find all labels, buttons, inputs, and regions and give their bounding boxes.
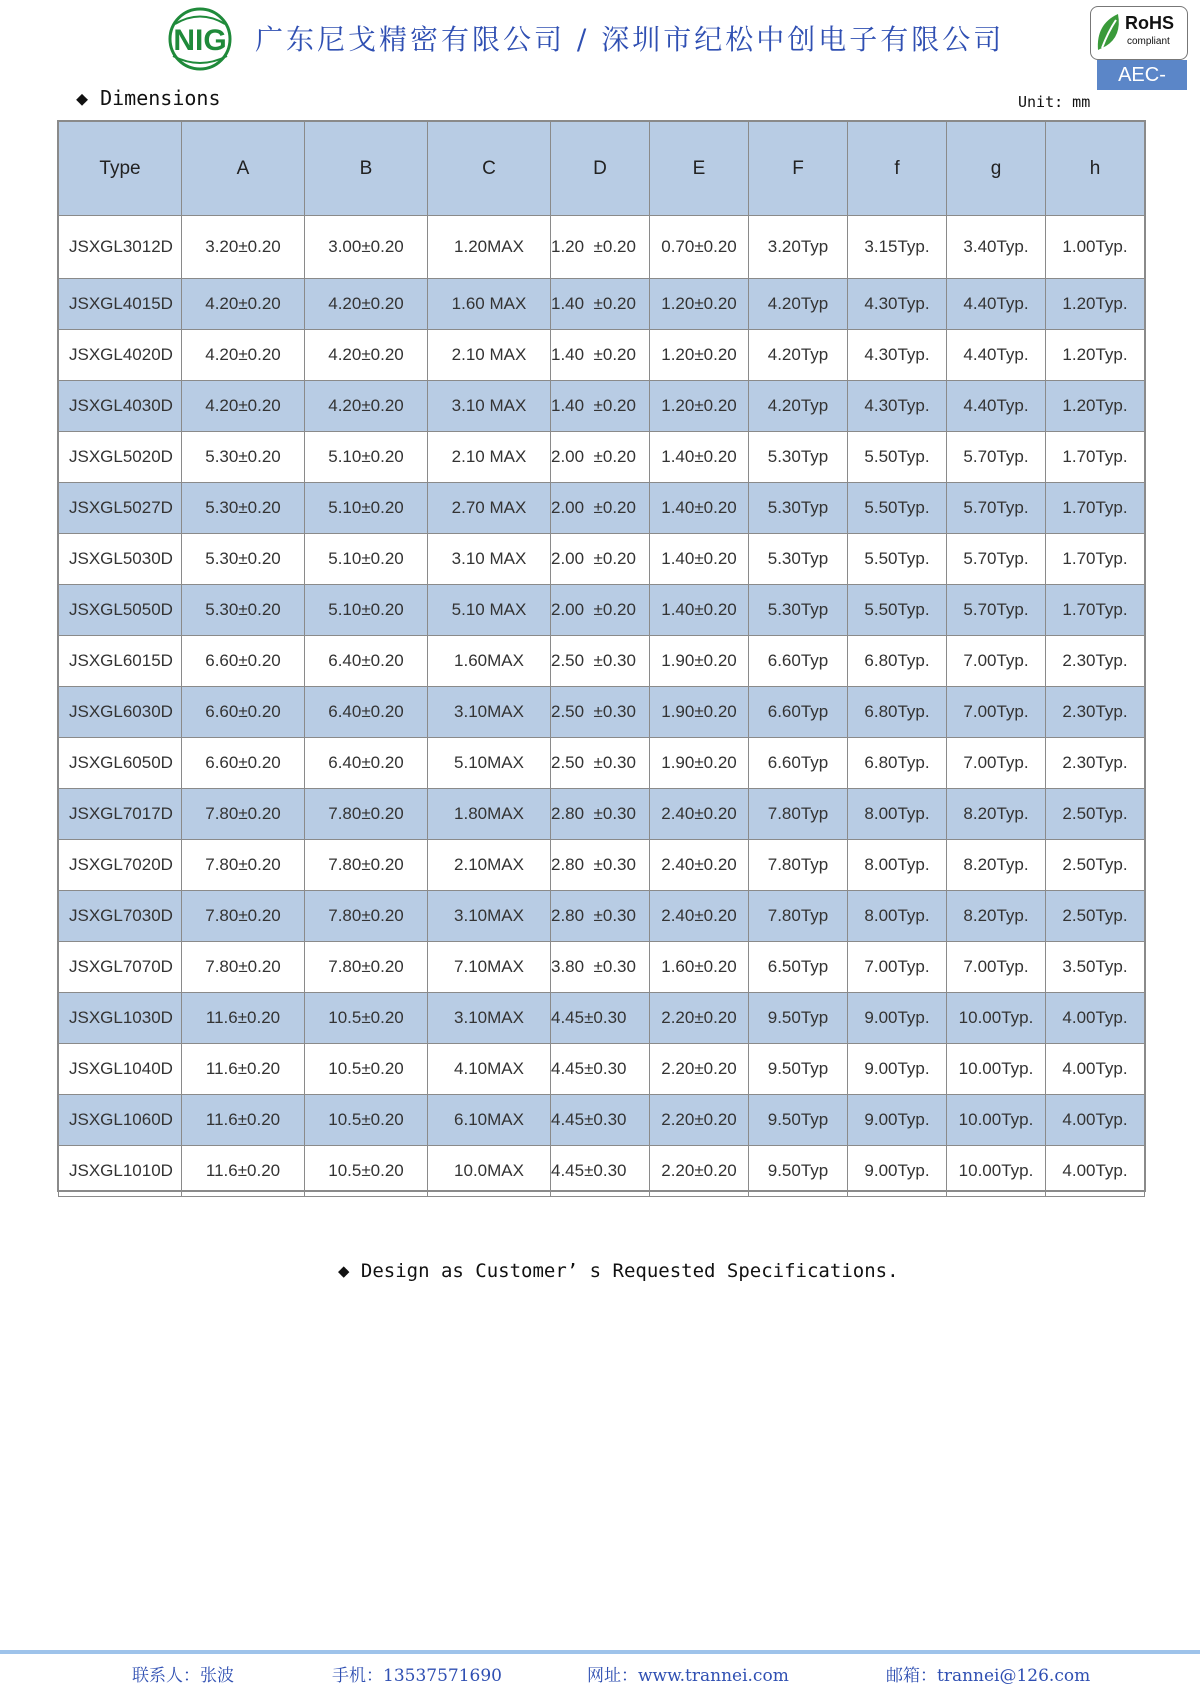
value-cell: 5.30Typ [749, 534, 848, 585]
value-cell: 1.40±0.20 [650, 432, 749, 483]
footer-divider [0, 1650, 1200, 1654]
table-row [59, 891, 1145, 942]
type-cell: JSXGL5020D [59, 432, 182, 483]
type-cell: JSXGL4015D [59, 279, 182, 330]
value-cell: 10.00Typ. [947, 1044, 1046, 1095]
value-cell: 6.40±0.20 [305, 636, 428, 687]
value-cell: 2.40±0.20 [650, 840, 749, 891]
value-cell: 5.10±0.20 [305, 432, 428, 483]
value-cell: 1.40±0.20 [650, 534, 749, 585]
value-cell: 4.20±0.20 [182, 381, 305, 432]
value-cell: 4.20±0.20 [305, 279, 428, 330]
value-cell: 2.50 ±0.30 [551, 636, 650, 687]
value-cell: 8.20Typ. [947, 840, 1046, 891]
value-cell: 4.30Typ. [848, 381, 947, 432]
rohs-subtitle: compliant [1127, 36, 1170, 47]
table-row [59, 840, 1145, 891]
table-row [59, 585, 1145, 636]
value-cell: 5.70Typ. [947, 483, 1046, 534]
value-cell: 8.20Typ. [947, 789, 1046, 840]
value-cell: 4.20±0.20 [305, 381, 428, 432]
value-cell: 3.20±0.20 [182, 216, 305, 279]
value-cell: 2.50 ±0.30 [551, 738, 650, 789]
rohs-badge [1090, 6, 1188, 60]
value-cell: 2.10 MAX [428, 330, 551, 381]
value-cell: 2.70 MAX [428, 483, 551, 534]
type-cell: JSXGL7070D [59, 942, 182, 993]
value-cell: 4.10MAX [428, 1044, 551, 1095]
value-cell: 1.70Typ. [1046, 585, 1145, 636]
design-note: ◆ Design as Customer’ s Requested Specifications. [338, 1260, 899, 1282]
value-cell: 9.50Typ [749, 1044, 848, 1095]
value-cell: 5.50Typ. [848, 585, 947, 636]
value-cell: 4.00Typ. [1046, 1095, 1145, 1146]
value-cell: 4.30Typ. [848, 330, 947, 381]
column-header: h [1046, 122, 1145, 216]
value-cell: 9.50Typ [749, 993, 848, 1044]
value-cell: 1.40 ±0.20 [551, 330, 650, 381]
value-cell: 6.80Typ. [848, 687, 947, 738]
column-header: f [848, 122, 947, 216]
value-cell: 6.60Typ [749, 636, 848, 687]
value-cell: 2.80 ±0.30 [551, 840, 650, 891]
value-cell: 5.70Typ. [947, 585, 1046, 636]
type-cell: JSXGL4030D [59, 381, 182, 432]
value-cell: 3.10MAX [428, 687, 551, 738]
value-cell: 5.70Typ. [947, 534, 1046, 585]
value-cell: 6.80Typ. [848, 738, 947, 789]
value-cell: 1.20±0.20 [650, 381, 749, 432]
value-cell: 4.45±0.30 [551, 1044, 650, 1095]
value-cell: 1.60±0.20 [650, 942, 749, 993]
company-name: 广东尼戈精密有限公司 / 深圳市纪松中创电子有限公司 [255, 23, 1005, 56]
type-cell: JSXGL7030D [59, 891, 182, 942]
value-cell: 9.00Typ. [848, 1146, 947, 1197]
unit-label: Unit: mm [1018, 93, 1091, 111]
value-cell: 5.50Typ. [848, 483, 947, 534]
footer-email: 邮箱：trannei@126.com [886, 1666, 1091, 1686]
value-cell: 3.15Typ. [848, 216, 947, 279]
dimensions-table-container [57, 120, 1146, 1192]
value-cell: 1.60MAX [428, 636, 551, 687]
value-cell: 7.00Typ. [947, 636, 1046, 687]
value-cell: 2.10MAX [428, 840, 551, 891]
value-cell: 10.00Typ. [947, 993, 1046, 1044]
value-cell: 2.30Typ. [1046, 738, 1145, 789]
value-cell: 5.30±0.20 [182, 585, 305, 636]
table-row [59, 534, 1145, 585]
value-cell: 6.40±0.20 [305, 687, 428, 738]
value-cell: 3.10 MAX [428, 534, 551, 585]
value-cell: 1.40 ±0.20 [551, 381, 650, 432]
value-cell: 4.20±0.20 [305, 330, 428, 381]
dimensions-table [58, 121, 1145, 1197]
value-cell: 5.30±0.20 [182, 534, 305, 585]
value-cell: 7.00Typ. [947, 942, 1046, 993]
table-row [59, 432, 1145, 483]
value-cell: 10.5±0.20 [305, 1095, 428, 1146]
value-cell: 9.00Typ. [848, 1095, 947, 1146]
column-header: g [947, 122, 1046, 216]
type-cell: JSXGL3012D [59, 216, 182, 279]
value-cell: 3.20Typ [749, 216, 848, 279]
rohs-leaf-icon [1094, 10, 1124, 54]
table-row [59, 687, 1145, 738]
table-row [59, 381, 1145, 432]
value-cell: 0.70±0.20 [650, 216, 749, 279]
value-cell: 5.10MAX [428, 738, 551, 789]
value-cell: 2.50Typ. [1046, 891, 1145, 942]
type-cell: JSXGL1010D [59, 1146, 182, 1197]
value-cell: 4.20±0.20 [182, 330, 305, 381]
value-cell: 10.0MAX [428, 1146, 551, 1197]
value-cell: 2.50Typ. [1046, 840, 1145, 891]
value-cell: 7.80Typ [749, 891, 848, 942]
value-cell: 7.80±0.20 [182, 891, 305, 942]
value-cell: 1.60 MAX [428, 279, 551, 330]
table-row [59, 738, 1145, 789]
value-cell: 7.80±0.20 [182, 840, 305, 891]
value-cell: 10.5±0.20 [305, 1146, 428, 1197]
footer-website: 网址：www.trannei.com [587, 1666, 789, 1686]
table-row [59, 1146, 1145, 1197]
value-cell: 11.6±0.20 [182, 1146, 305, 1197]
value-cell: 5.30Typ [749, 432, 848, 483]
value-cell: 2.00 ±0.20 [551, 483, 650, 534]
value-cell: 1.80MAX [428, 789, 551, 840]
value-cell: 3.10MAX [428, 891, 551, 942]
value-cell: 7.10MAX [428, 942, 551, 993]
value-cell: 2.00 ±0.20 [551, 534, 650, 585]
value-cell: 7.80±0.20 [305, 789, 428, 840]
value-cell: 1.20Typ. [1046, 330, 1145, 381]
nig-logo-icon [155, 4, 245, 74]
value-cell: 6.10MAX [428, 1095, 551, 1146]
column-header: E [650, 122, 749, 216]
value-cell: 2.00 ±0.20 [551, 432, 650, 483]
value-cell: 8.00Typ. [848, 840, 947, 891]
column-header: D [551, 122, 650, 216]
value-cell: 5.30±0.20 [182, 483, 305, 534]
value-cell: 5.30Typ [749, 483, 848, 534]
column-header: Type [59, 122, 182, 216]
value-cell: 6.60Typ [749, 738, 848, 789]
type-cell: JSXGL4020D [59, 330, 182, 381]
table-row [59, 1044, 1145, 1095]
type-cell: JSXGL7017D [59, 789, 182, 840]
value-cell: 5.10±0.20 [305, 585, 428, 636]
value-cell: 1.40 ±0.20 [551, 279, 650, 330]
value-cell: 10.00Typ. [947, 1095, 1046, 1146]
value-cell: 10.5±0.20 [305, 1044, 428, 1095]
value-cell: 4.20Typ [749, 330, 848, 381]
table-row [59, 1095, 1145, 1146]
value-cell: 4.20Typ [749, 279, 848, 330]
value-cell: 1.90±0.20 [650, 738, 749, 789]
value-cell: 1.20Typ. [1046, 279, 1145, 330]
value-cell: 6.50Typ [749, 942, 848, 993]
type-cell: JSXGL7020D [59, 840, 182, 891]
value-cell: 1.90±0.20 [650, 687, 749, 738]
value-cell: 5.50Typ. [848, 534, 947, 585]
rohs-title: RoHS [1125, 13, 1174, 33]
value-cell: 4.45±0.30 [551, 1146, 650, 1197]
value-cell: 9.50Typ [749, 1095, 848, 1146]
value-cell: 2.20±0.20 [650, 1044, 749, 1095]
value-cell: 8.20Typ. [947, 891, 1046, 942]
value-cell: 1.20MAX [428, 216, 551, 279]
value-cell: 10.00Typ. [947, 1146, 1046, 1197]
value-cell: 11.6±0.20 [182, 993, 305, 1044]
type-cell: JSXGL6030D [59, 687, 182, 738]
value-cell: 6.60±0.20 [182, 636, 305, 687]
column-header: F [749, 122, 848, 216]
value-cell: 6.40±0.20 [305, 738, 428, 789]
value-cell: 4.40Typ. [947, 330, 1046, 381]
value-cell: 2.20±0.20 [650, 1146, 749, 1197]
value-cell: 8.00Typ. [848, 789, 947, 840]
value-cell: 6.60±0.20 [182, 738, 305, 789]
value-cell: 1.40±0.20 [650, 585, 749, 636]
type-cell: JSXGL6050D [59, 738, 182, 789]
value-cell: 1.20±0.20 [650, 330, 749, 381]
value-cell: 3.40Typ. [947, 216, 1046, 279]
value-cell: 2.30Typ. [1046, 687, 1145, 738]
value-cell: 4.00Typ. [1046, 1146, 1145, 1197]
value-cell: 2.50 ±0.30 [551, 687, 650, 738]
value-cell: 3.10 MAX [428, 381, 551, 432]
value-cell: 5.70Typ. [947, 432, 1046, 483]
value-cell: 7.80Typ [749, 840, 848, 891]
aec-q200-badge: AEC-Q200 [1097, 60, 1187, 90]
table-row [59, 330, 1145, 381]
type-cell: JSXGL5050D [59, 585, 182, 636]
value-cell: 7.80±0.20 [182, 942, 305, 993]
value-cell: 2.30Typ. [1046, 636, 1145, 687]
value-cell: 7.80±0.20 [305, 891, 428, 942]
value-cell: 11.6±0.20 [182, 1044, 305, 1095]
value-cell: 7.00Typ. [947, 687, 1046, 738]
value-cell: 7.00Typ. [848, 942, 947, 993]
value-cell: 7.80±0.20 [305, 840, 428, 891]
value-cell: 4.00Typ. [1046, 993, 1145, 1044]
footer-phone: 手机：13537571690 [332, 1666, 502, 1686]
value-cell: 3.80 ±0.30 [551, 942, 650, 993]
value-cell: 4.40Typ. [947, 279, 1046, 330]
value-cell: 5.10±0.20 [305, 483, 428, 534]
value-cell: 9.00Typ. [848, 993, 947, 1044]
value-cell: 4.40Typ. [947, 381, 1046, 432]
table-row [59, 279, 1145, 330]
table-row [59, 993, 1145, 1044]
value-cell: 1.20 ±0.20 [551, 216, 650, 279]
value-cell: 4.30Typ. [848, 279, 947, 330]
value-cell: 3.10MAX [428, 993, 551, 1044]
value-cell: 1.70Typ. [1046, 483, 1145, 534]
table-body [59, 216, 1145, 1197]
value-cell: 7.00Typ. [947, 738, 1046, 789]
type-cell: JSXGL1040D [59, 1044, 182, 1095]
value-cell: 4.45±0.30 [551, 993, 650, 1044]
value-cell: 4.20±0.20 [182, 279, 305, 330]
section-title: ◆ Dimensions [76, 86, 221, 110]
value-cell: 4.45±0.30 [551, 1095, 650, 1146]
value-cell: 5.50Typ. [848, 432, 947, 483]
value-cell: 9.50Typ [749, 1146, 848, 1197]
value-cell: 5.10±0.20 [305, 534, 428, 585]
value-cell: 5.30±0.20 [182, 432, 305, 483]
value-cell: 2.40±0.20 [650, 891, 749, 942]
column-header: C [428, 122, 551, 216]
table-header-row [59, 122, 1145, 216]
value-cell: 4.20Typ [749, 381, 848, 432]
column-header: B [305, 122, 428, 216]
value-cell: 2.10 MAX [428, 432, 551, 483]
value-cell: 7.80±0.20 [182, 789, 305, 840]
value-cell: 6.80Typ. [848, 636, 947, 687]
value-cell: 2.50Typ. [1046, 789, 1145, 840]
value-cell: 1.70Typ. [1046, 432, 1145, 483]
value-cell: 2.20±0.20 [650, 993, 749, 1044]
value-cell: 1.70Typ. [1046, 534, 1145, 585]
logo-text: NIG [173, 24, 227, 57]
value-cell: 2.20±0.20 [650, 1095, 749, 1146]
value-cell: 1.40±0.20 [650, 483, 749, 534]
value-cell: 5.10 MAX [428, 585, 551, 636]
type-cell: JSXGL6015D [59, 636, 182, 687]
value-cell: 6.60±0.20 [182, 687, 305, 738]
value-cell: 7.80Typ [749, 789, 848, 840]
type-cell: JSXGL1030D [59, 993, 182, 1044]
value-cell: 2.80 ±0.30 [551, 891, 650, 942]
value-cell: 2.40±0.20 [650, 789, 749, 840]
value-cell: 7.80±0.20 [305, 942, 428, 993]
value-cell: 11.6±0.20 [182, 1095, 305, 1146]
value-cell: 1.20±0.20 [650, 279, 749, 330]
value-cell: 3.50Typ. [1046, 942, 1145, 993]
value-cell: 8.00Typ. [848, 891, 947, 942]
table-row [59, 789, 1145, 840]
table-row [59, 942, 1145, 993]
value-cell: 4.00Typ. [1046, 1044, 1145, 1095]
value-cell: 1.90±0.20 [650, 636, 749, 687]
value-cell: 6.60Typ [749, 687, 848, 738]
type-cell: JSXGL1060D [59, 1095, 182, 1146]
table-row [59, 636, 1145, 687]
value-cell: 9.00Typ. [848, 1044, 947, 1095]
value-cell: 3.00±0.20 [305, 216, 428, 279]
value-cell: 1.00Typ. [1046, 216, 1145, 279]
value-cell: 5.30Typ [749, 585, 848, 636]
table-row [59, 483, 1145, 534]
value-cell: 2.80 ±0.30 [551, 789, 650, 840]
column-header: A [182, 122, 305, 216]
table-row [59, 216, 1145, 279]
value-cell: 1.20Typ. [1046, 381, 1145, 432]
footer-contact: 联系人：张波 [132, 1666, 234, 1686]
value-cell: 2.00 ±0.20 [551, 585, 650, 636]
type-cell: JSXGL5030D [59, 534, 182, 585]
type-cell: JSXGL5027D [59, 483, 182, 534]
value-cell: 10.5±0.20 [305, 993, 428, 1044]
